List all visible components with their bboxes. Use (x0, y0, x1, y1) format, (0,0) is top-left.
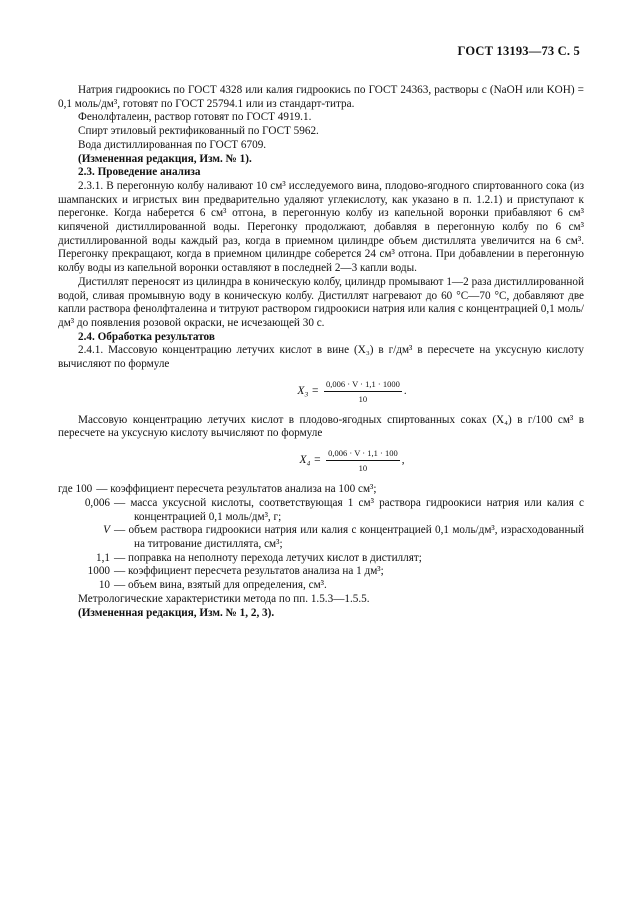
definition-item (58, 524, 584, 551)
definition-text: — объем раствора гидроокиси натрия или калия с концентрацией 0,1 моль/дм³, израсходованный на титрование дистиллята, см³; (114, 524, 584, 550)
definition-symbol: где 100 (58, 483, 93, 496)
definition-text: — коэффициент пересчета результатов анализа на 1 дм³; (114, 565, 384, 578)
formula-x3-denominator: 10 (358, 393, 368, 404)
definition-text: — масса уксусной кислоты, соответствующая 1 см³ раствора гидроокиси натрия или калия с концентрацией 0,1 моль/дм³, г; (114, 496, 584, 523)
formula-x3 (120, 379, 584, 405)
definition-symbol: 10 (98, 579, 110, 592)
formula-x4-lhs: X₄ = (299, 454, 322, 467)
definition-symbol: 1,1 (96, 551, 110, 564)
definition-item (58, 483, 584, 497)
paragraph-2-4-2: Массовую концентрацию летучих кислот в плодово-ягодных спиртованных соках (X₄) в г/100 см³ в пересчете на уксусную кислоту вычисляют по формуле (58, 413, 584, 440)
paragraph-2-3-1: 2.3.1. В перегонную колбу наливают 10 см³ исследуемого вина, плодово-ягодного спиртованного сока (из шампанских и игристых вин предварительно удаляют углекислоту, как указано в п. 1.2.1) и приступают к перегонке. Когда наберется 6 см³ отгона, в перегонную колбу из капельной воронки прибавляют 6 см³ кипяченой дистиллированной воды. Перегонку продолжают, добавляя в перегонную колбу по 6 см³ дистиллированной воды каждый раз, когда в приемном цилиндре объем дистиллята увеличится на 6 см³. Перегонку прекращают, когда в приемном цилиндре соберется 24 см³ отгона. При добавлении в перегонную колбу воды из капельной воронки оставляют в последней 2—3 капли воды. (58, 179, 584, 275)
formula-x3-fraction (324, 379, 402, 405)
definition-item (58, 497, 584, 524)
paragraph-2-3-1-distillate: Дистиллят переносят из цилиндра в коническую колбу, цилиндр промывают 1—2 раза дистиллированной водой, сливая промывную воду в коническую колбу. Дистиллят нагревают до 60 °C—70 °C, добавляют две капли раствора фенолфталеина и титруют раствором гидроокиси натрия или калия с концентрацией 0,1 моль/дм³ до появления розовой окраски, не исчезающей 30 с. (58, 275, 584, 329)
section-heading-2-3: 2.3. Проведение анализа (78, 166, 201, 179)
amendment-note-2: (Измененная редакция, Изм. № 1, 2, 3). (78, 606, 275, 619)
formula-x3-punctuation: . (403, 384, 407, 397)
amendment-note-1: (Измененная редакция, Изм. № 1). (78, 152, 252, 165)
definition-text: — объем вина, взятый для определения, см³. (114, 579, 327, 592)
paragraph-water: Вода дистиллированная по ГОСТ 6709. (78, 138, 267, 151)
definition-symbol: V (103, 524, 110, 537)
formula-x3-lhs: X₃ = (297, 384, 320, 397)
definition-text: — коэффициент пересчета результатов анализа на 100 см³; (96, 483, 377, 496)
paragraph-ethanol: Спирт этиловый ректификованный по ГОСТ 5962. (78, 125, 319, 138)
definition-symbol: 1000 (87, 565, 110, 578)
formula-x4-numerator: 0,006 · V · 1,1 · 100 (326, 448, 400, 461)
definition-item (58, 565, 584, 579)
paragraph-reagents: Натрия гидроокись по ГОСТ 4328 или калия гидроокись по ГОСТ 24363, растворы c (NaOH или KOH) = 0,1 моль/дм³, готовят по ГОСТ 25794.1 или из стандарт-титра. (58, 84, 584, 110)
definition-item (58, 579, 584, 593)
document-body (58, 84, 584, 620)
paragraph-phenolphthalein: Фенолфталеин, раствор готовят по ГОСТ 4919.1. (78, 111, 312, 124)
section-heading-2-4: 2.4. Обработка результатов (78, 330, 215, 343)
definition-symbol: 0,006 (84, 496, 110, 509)
definition-text: — поправка на неполноту перехода летучих кислот в дистиллят; (114, 551, 422, 564)
paragraph-2-4-1: 2.4.1. Массовую концентрацию летучих кислот в вине (X₃) в г/дм³ в пересчете на уксусную кислоту вычисляют по формуле (58, 344, 584, 371)
formula-x4 (120, 448, 584, 474)
formula-x4-punctuation: , (401, 454, 405, 467)
definition-item (58, 552, 584, 566)
definitions-list (58, 483, 584, 593)
page-header: ГОСТ 13193—73 С. 5 (457, 44, 580, 58)
formula-x4-denominator: 10 (358, 463, 368, 474)
formula-x3-numerator: 0,006 · V · 1,1 · 1000 (324, 379, 402, 392)
formula-x4-fraction (326, 448, 400, 474)
paragraph-metrology: Метрологические характеристики метода по пп. 1.5.3—1.5.5. (78, 592, 370, 605)
